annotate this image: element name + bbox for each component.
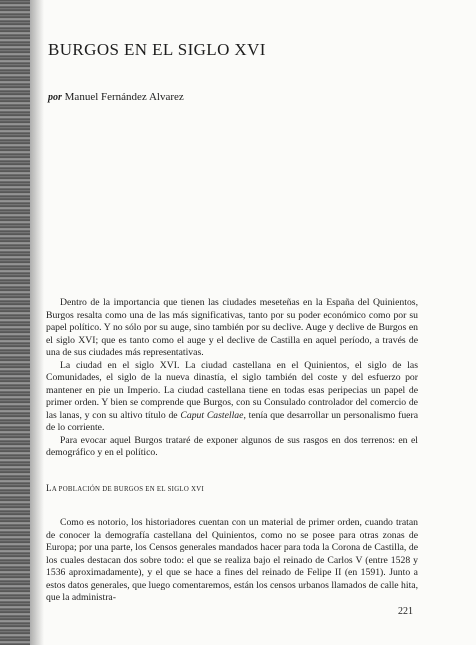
latin-title: Caput Castellae: [180, 409, 244, 421]
section-text: [46, 517, 418, 605]
section-heading: [46, 483, 204, 493]
page-number: 221: [398, 606, 413, 617]
author-prefix: por: [48, 92, 62, 103]
section-heading-initial: L: [46, 483, 52, 493]
paragraph: Para evocar aquel Burgos trataré de exponer algunos de sus rasgos en dos terrenos: en el demográfico y en el político.: [46, 434, 418, 458]
paragraph: Como es notorio, los historiadores cuentan con un material de primer orden, cuando tratan de conocer la demografía castellana del Quinientos, como no se posee para otras zonas de Europa; por una parte, los Censos generales mandados hacer para toda la Corona de Castilla, de los cuales destacan dos sobre todo: el que se realiza bajo el reinado de Carlos V (entre 1528 y 1536 aproximadamente), y el que se hace a fines del reinado de Felipe II (en 1591). Junto a estos datos generales, que luego comentaremos, están los censos urbanos llamados de calle hita, que la administra-: [46, 517, 418, 603]
author-name: Manuel Fernández Alvarez: [64, 91, 184, 103]
article-title: BURGOS EN EL SIGLO XVI: [48, 40, 266, 59]
section-heading-text: A POBLACIÓN DE BURGOS EN EL SIGLO XVI: [51, 486, 205, 493]
paragraph: Dentro de la importancia que tienen las ciudades meseteñas en la España del Quinientos, Burgos resalta como una de las más significativas, tanto por su poder económico como por su papel político. Y no sólo por su auge, sino también por su declive. Auge y declive de Burgos en el siglo XVI; que es tanto como el auge y el declive de Castilla en aquel período, a través de una de sus ciudades más representativas.: [46, 297, 418, 358]
paragraph: [46, 360, 418, 435]
paragraph-text: La ciudad en el siglo XVI. La ciudad castellana en el Quinientos, el siglo de las Comunidades, el siglo de la nueva dinastía, el siglo también del coste y del esfuerzo por mantener en pie un Imperio. La ciudad castellana tiene en todas esas peripecias un papel de primer orden. Y bien se comprende que Burgos, con su Consulado controlador del comercio de las lanas, y con su altivo título de: [46, 359, 418, 421]
intro-text: [46, 297, 418, 460]
author-line: [48, 91, 184, 103]
paragraph-text: , tenía que desarrollar un personalismo fuera de lo corriente.: [46, 409, 418, 433]
